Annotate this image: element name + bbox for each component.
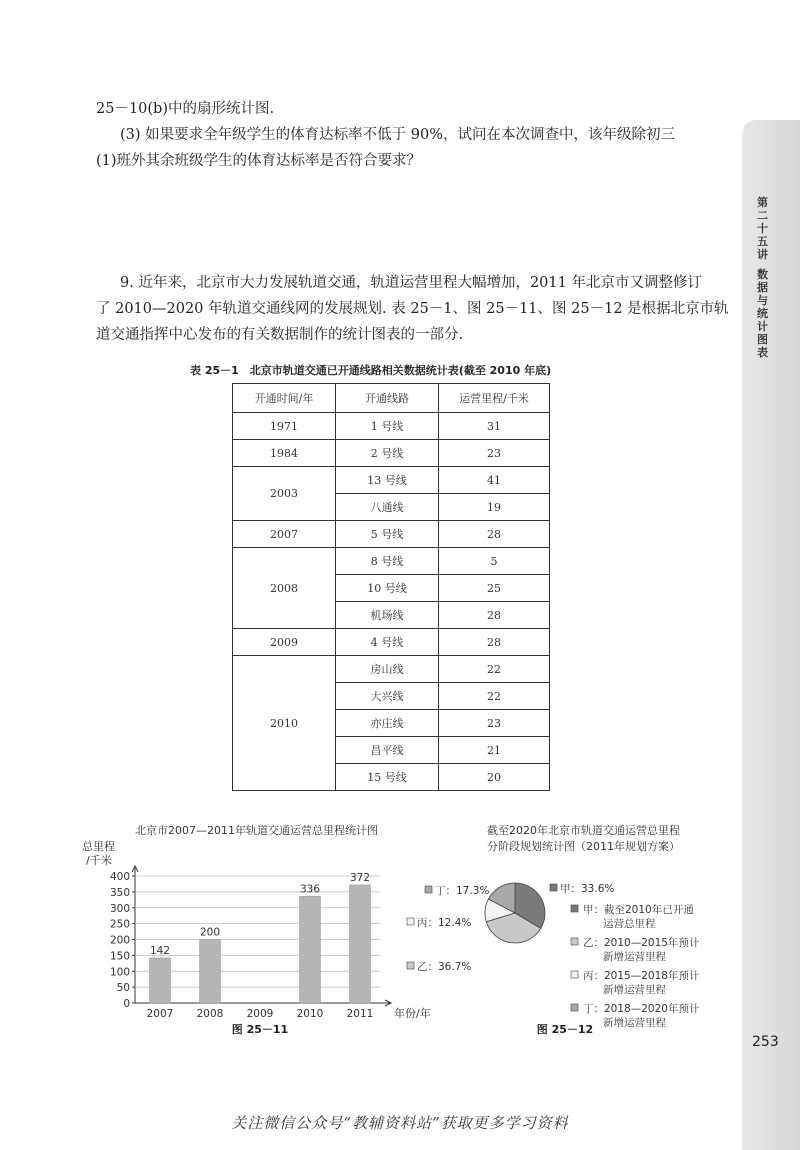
chapter-sidebar-tab bbox=[742, 120, 800, 1150]
y-tick-label: 250 bbox=[109, 918, 130, 931]
legend-line-2: 新增运营里程 bbox=[603, 1017, 666, 1029]
table-row bbox=[233, 467, 550, 494]
table-cell-year: 2009 bbox=[233, 629, 336, 656]
table-cell-line: 13 号线 bbox=[336, 467, 439, 494]
y-tick-label: 200 bbox=[109, 934, 130, 947]
legend-line-1: 乙：2010—2015年预计 bbox=[583, 937, 700, 949]
pie-chart bbox=[405, 818, 735, 1040]
table-header-row bbox=[233, 384, 550, 413]
table-cell-year: 2007 bbox=[233, 521, 336, 548]
table-cell-length: 5 bbox=[439, 548, 550, 575]
text-line-3: (1)班外其余班级学生的体育达标率是否符合要求？ bbox=[96, 153, 422, 169]
x-tick-label: 2009 bbox=[246, 1008, 274, 1020]
bar-value-label: 200 bbox=[199, 926, 221, 939]
legend-line-1: 丁：2018—2020年预计 bbox=[583, 1003, 700, 1015]
y-tick-label: 0 bbox=[123, 998, 130, 1010]
figure-caption: 图 25－12 bbox=[536, 1023, 594, 1036]
table-cell-line: 机场线 bbox=[336, 602, 439, 629]
y-tick-label: 300 bbox=[109, 902, 130, 915]
table-cell-length: 21 bbox=[439, 737, 550, 764]
question-9-line-1: 9. 近年来，北京市大力发展轨道交通，轨道运营里程大幅增加，2011 年北京市又调整修订 bbox=[120, 275, 702, 291]
x-axis-label: 年份/年 bbox=[394, 1007, 431, 1020]
figure-caption: 图 25－11 bbox=[231, 1023, 289, 1036]
table-cell-line: 4 号线 bbox=[336, 629, 439, 656]
table-cell-line: 15 号线 bbox=[336, 764, 439, 791]
table-cell-length: 22 bbox=[439, 683, 550, 710]
pie-label-marker bbox=[425, 886, 432, 893]
table-cell-line: 2 号线 bbox=[336, 440, 439, 467]
x-tick-label: 2011 bbox=[346, 1008, 374, 1020]
pie-percent-label: 甲：33.6% bbox=[560, 883, 615, 895]
table-cell-length: 25 bbox=[439, 575, 550, 602]
table-cell-length: 19 bbox=[439, 494, 550, 521]
data-table bbox=[232, 383, 550, 791]
y-tick-label: 100 bbox=[109, 966, 130, 979]
legend-line-1: 丙：2015—2018年预计 bbox=[583, 970, 700, 982]
legend-line-2: 新增运营里程 bbox=[603, 984, 666, 996]
table-cell-year: 2008 bbox=[233, 548, 336, 629]
bar-2008 bbox=[200, 940, 221, 1004]
table-cell-line: 房山线 bbox=[336, 656, 439, 683]
pie-label-marker bbox=[407, 962, 414, 969]
table-row bbox=[233, 656, 550, 683]
table-cell-year: 1984 bbox=[233, 440, 336, 467]
pie-title-line-2: 分阶段规划统计图（2011年规划方案） bbox=[487, 840, 680, 853]
table-cell-line: 8 号线 bbox=[336, 548, 439, 575]
table-header-1: 开通线路 bbox=[336, 384, 439, 413]
table-cell-length: 20 bbox=[439, 764, 550, 791]
table-row bbox=[233, 521, 550, 548]
table-row bbox=[233, 413, 550, 440]
table-row bbox=[233, 440, 550, 467]
question-9-line-3: 道交通指挥中心发布的有关数据制作的统计图表的一部分. bbox=[96, 327, 464, 343]
table-cell-line: 1 号线 bbox=[336, 413, 439, 440]
table-cell-line: 亦庄线 bbox=[336, 710, 439, 737]
x-tick-label: 2008 bbox=[196, 1008, 224, 1020]
table-cell-year: 2003 bbox=[233, 467, 336, 521]
chapter-topic: 数据与统计图表 bbox=[757, 268, 768, 359]
pie-percent-label: 丁：17.3% bbox=[435, 885, 490, 897]
y-axis-unit: /千米 bbox=[86, 854, 112, 867]
y-tick-label: 150 bbox=[109, 950, 130, 963]
table-cell-length: 28 bbox=[439, 521, 550, 548]
legend-line-1: 甲：截至2010年已开通 bbox=[583, 904, 694, 916]
page-number: 253 bbox=[752, 1034, 779, 1050]
chart-title: 北京市2007—2011年轨道交通运营总里程统计图 bbox=[135, 824, 378, 837]
table-row bbox=[233, 629, 550, 656]
table-header-0: 开通时间/年 bbox=[233, 384, 336, 413]
table-cell-length: 28 bbox=[439, 629, 550, 656]
legend-line-2: 运营总里程 bbox=[603, 918, 656, 930]
text-line-2: (3) 如果要求全年级学生的体育达标率不低于 90%，试问在本次调查中，该年级除初三 bbox=[120, 127, 675, 143]
pie-percent-label: 丙：12.4% bbox=[417, 917, 472, 929]
legend-marker bbox=[571, 905, 578, 912]
bar-value-label: 142 bbox=[149, 944, 171, 957]
table-cell-line: 八通线 bbox=[336, 494, 439, 521]
table-cell-year: 2010 bbox=[233, 656, 336, 791]
footer-note: 关注微信公众号“教辅资料站”获取更多学习资料 bbox=[231, 1114, 569, 1132]
legend-marker bbox=[571, 938, 578, 945]
chapter-title: 第二十五讲 bbox=[757, 196, 768, 261]
bar-2010 bbox=[300, 896, 321, 1003]
legend-marker bbox=[571, 1004, 578, 1011]
y-axis-label: 总里程 bbox=[82, 840, 115, 853]
bar-chart bbox=[60, 818, 460, 1040]
bar-2007 bbox=[150, 958, 171, 1003]
pie-percent-label: 乙：36.7% bbox=[417, 961, 472, 973]
x-tick-label: 2007 bbox=[146, 1008, 174, 1020]
table-cell-line: 5 号线 bbox=[336, 521, 439, 548]
table-cell-length: 41 bbox=[439, 467, 550, 494]
y-tick-label: 50 bbox=[116, 982, 130, 995]
y-tick-label: 400 bbox=[109, 871, 130, 883]
table-cell-length: 22 bbox=[439, 656, 550, 683]
table-cell-line: 大兴线 bbox=[336, 683, 439, 710]
pie-label-marker bbox=[407, 918, 414, 925]
table-cell-line: 昌平线 bbox=[336, 737, 439, 764]
pie-label-marker bbox=[550, 884, 557, 891]
bar-value-label: 336 bbox=[299, 883, 321, 896]
legend-marker bbox=[571, 971, 578, 978]
table-cell-length: 31 bbox=[439, 413, 550, 440]
table-cell-length: 23 bbox=[439, 710, 550, 737]
table-cell-length: 23 bbox=[439, 440, 550, 467]
y-tick-label: 350 bbox=[109, 886, 130, 899]
table-caption: 表 25－1 北京市轨道交通已开通线路相关数据统计表(截至 2010 年底) bbox=[190, 364, 552, 377]
table-cell-line: 10 号线 bbox=[336, 575, 439, 602]
pie-title-line-1: 截至2020年北京市轨道交通运营总里程 bbox=[487, 824, 680, 837]
x-tick-label: 2010 bbox=[296, 1008, 324, 1020]
table-cell-year: 1971 bbox=[233, 413, 336, 440]
bar-2011 bbox=[350, 885, 371, 1003]
legend-line-2: 新增运营里程 bbox=[603, 951, 666, 963]
table-row bbox=[233, 548, 550, 575]
table-cell-length: 28 bbox=[439, 602, 550, 629]
table-header-2: 运营里程/千米 bbox=[439, 384, 550, 413]
text-line-1: 25－10(b)中的扇形统计图. bbox=[96, 101, 275, 117]
bar-value-label: 372 bbox=[349, 871, 371, 884]
question-9-line-2: 了 2010—2020 年轨道交通线网的发展规划. 表 25－1、图 25－11、图 25－12 是根据北京市轨 bbox=[96, 301, 729, 317]
